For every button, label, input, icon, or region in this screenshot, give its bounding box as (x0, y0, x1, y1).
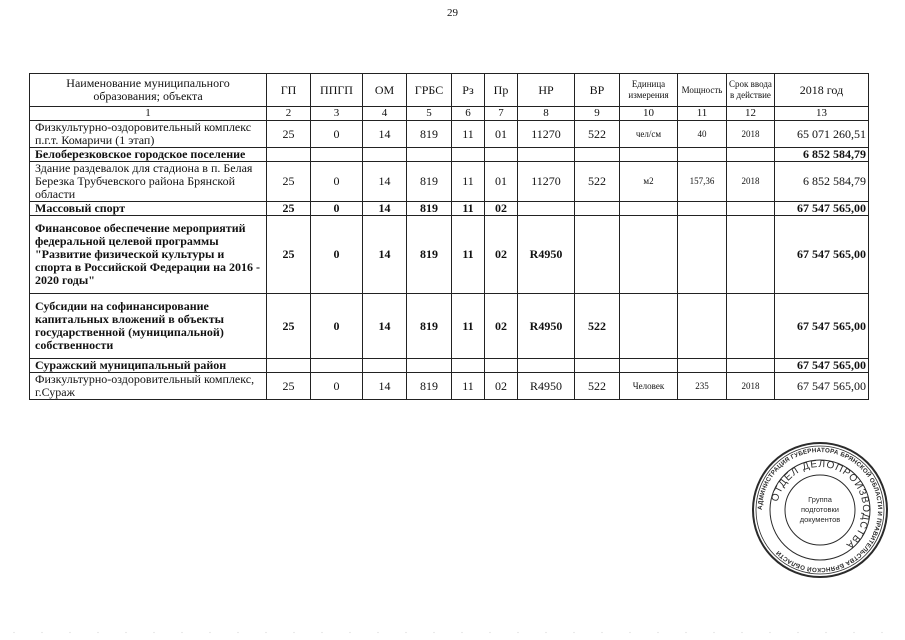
header-rz: Рз (452, 74, 485, 107)
office-stamp (750, 440, 890, 580)
cell-power: 157,36 (678, 162, 727, 202)
header-pr: Пр (485, 74, 518, 107)
cell-ppgp: 0 (311, 202, 363, 216)
cell-nr: R4950 (518, 294, 575, 359)
cell-om (363, 148, 407, 162)
column-number: 1 (30, 107, 267, 121)
cell-gp: 25 (267, 216, 311, 294)
cell-nr (518, 359, 575, 373)
header-om: ОМ (363, 74, 407, 107)
cell-power (678, 359, 727, 373)
cell-ppgp: 0 (311, 373, 363, 400)
cell-power (678, 294, 727, 359)
cell-grbs: 819 (407, 121, 452, 148)
cell-ppgp: 0 (311, 162, 363, 202)
row-name: Физкультурно-оздоровительный комплекс, г.Сураж (30, 373, 267, 400)
cell-unit: м2 (620, 162, 678, 202)
cell-ppgp (311, 148, 363, 162)
cell-gp: 25 (267, 162, 311, 202)
cell-pr: 02 (485, 373, 518, 400)
cell-unit (620, 216, 678, 294)
cell-gp (267, 359, 311, 373)
cell-pr (485, 359, 518, 373)
cell-term (727, 359, 775, 373)
cell-gp: 25 (267, 121, 311, 148)
cell-vr (575, 202, 620, 216)
cell-grbs: 819 (407, 162, 452, 202)
cell-om: 14 (363, 162, 407, 202)
cell-term (727, 148, 775, 162)
cell-rz (452, 148, 485, 162)
cell-unit (620, 294, 678, 359)
cell-vr: 522 (575, 162, 620, 202)
cell-rz (452, 359, 485, 373)
cell-power: 40 (678, 121, 727, 148)
table-row (30, 148, 869, 162)
cell-rz: 11 (452, 162, 485, 202)
cell-rz: 11 (452, 373, 485, 400)
row-name: Физкультурно-оздоровительный комплекс п.г.т. Комаричи (1 этап) (30, 121, 267, 148)
header-term: Срок ввода в действие (727, 74, 775, 107)
row-name: Субсидии на софинансирование капитальных вложений в объекты государственной (муниципальной) собственности (30, 294, 267, 359)
row-name: Суражский муниципальный район (30, 359, 267, 373)
cell-term: 2018 (727, 121, 775, 148)
cell-amount: 6 852 584,79 (775, 162, 869, 202)
cell-nr: R4950 (518, 216, 575, 294)
cell-grbs: 819 (407, 294, 452, 359)
row-name: Массовый спорт (30, 202, 267, 216)
header-ppgp: ППГП (311, 74, 363, 107)
cell-nr (518, 148, 575, 162)
cell-unit (620, 148, 678, 162)
cell-term (727, 294, 775, 359)
stamp-center-line-2: подготовки (801, 505, 839, 514)
column-number: 10 (620, 107, 678, 121)
cell-power (678, 216, 727, 294)
cell-om: 14 (363, 121, 407, 148)
column-number: 11 (678, 107, 727, 121)
stamp-center-line-3: документов (799, 515, 841, 524)
cell-power: 235 (678, 373, 727, 400)
budget-table (29, 73, 869, 400)
cell-unit: Человек (620, 373, 678, 400)
cell-vr: 522 (575, 121, 620, 148)
header-year: 2018 год (775, 74, 869, 107)
cell-ppgp (311, 359, 363, 373)
table-row (30, 216, 869, 294)
cell-om: 14 (363, 202, 407, 216)
cell-vr (575, 216, 620, 294)
cell-amount: 6 852 584,79 (775, 148, 869, 162)
column-number: 5 (407, 107, 452, 121)
row-name: Белоберезковское городское поселение (30, 148, 267, 162)
table-body (30, 121, 869, 400)
cell-grbs: 819 (407, 216, 452, 294)
cell-grbs: 819 (407, 202, 452, 216)
cell-amount: 67 547 565,00 (775, 359, 869, 373)
stamp-inner-text: ОТДЕЛ ДЕЛОПРОИЗВОДСТВА (769, 458, 872, 552)
cell-ppgp: 0 (311, 216, 363, 294)
page-number: 29 (447, 7, 458, 19)
cell-grbs (407, 359, 452, 373)
table-row (30, 121, 869, 148)
cell-rz: 11 (452, 294, 485, 359)
cell-rz: 11 (452, 121, 485, 148)
table-row (30, 162, 869, 202)
cell-ppgp: 0 (311, 294, 363, 359)
cell-nr: 11270 (518, 162, 575, 202)
column-number: 6 (452, 107, 485, 121)
column-number-row (30, 107, 869, 121)
header-nr: НР (518, 74, 575, 107)
cell-vr: 522 (575, 373, 620, 400)
cell-term (727, 216, 775, 294)
cell-nr: 11270 (518, 121, 575, 148)
column-number: 13 (775, 107, 869, 121)
cell-pr: 01 (485, 162, 518, 202)
cell-amount: 67 547 565,00 (775, 294, 869, 359)
cell-term: 2018 (727, 162, 775, 202)
header-gp: ГП (267, 74, 311, 107)
header-vr: ВР (575, 74, 620, 107)
cell-ppgp: 0 (311, 121, 363, 148)
stamp-center-line-1: Группа (808, 495, 832, 504)
cell-pr (485, 148, 518, 162)
header-power: Мощность (678, 74, 727, 107)
cell-amount: 67 547 565,00 (775, 373, 869, 400)
cell-pr: 02 (485, 202, 518, 216)
cell-power (678, 202, 727, 216)
cell-om: 14 (363, 373, 407, 400)
column-number: 9 (575, 107, 620, 121)
cell-rz: 11 (452, 216, 485, 294)
cell-gp: 25 (267, 294, 311, 359)
cell-vr (575, 359, 620, 373)
cell-term: 2018 (727, 373, 775, 400)
column-number: 3 (311, 107, 363, 121)
header-name: Наименование муниципального образования; объекта (30, 74, 267, 107)
row-name: Здание раздевалок для стадиона в п. Белая Березка Трубчевского района Брянской области (30, 162, 267, 202)
column-number: 2 (267, 107, 311, 121)
cell-grbs: 819 (407, 373, 452, 400)
cell-vr: 522 (575, 294, 620, 359)
table-row (30, 373, 869, 400)
table-row (30, 294, 869, 359)
cell-grbs (407, 148, 452, 162)
cell-pr: 01 (485, 121, 518, 148)
cell-nr (518, 202, 575, 216)
cell-amount: 67 547 565,00 (775, 216, 869, 294)
column-number: 4 (363, 107, 407, 121)
cell-om: 14 (363, 294, 407, 359)
cell-om: 14 (363, 216, 407, 294)
cell-pr: 02 (485, 294, 518, 359)
column-number: 7 (485, 107, 518, 121)
cell-gp: 25 (267, 373, 311, 400)
cell-om (363, 359, 407, 373)
table-row (30, 359, 869, 373)
cell-amount: 65 071 260,51 (775, 121, 869, 148)
cell-unit: чел/см (620, 121, 678, 148)
stamp-outer-text: АДМИНИСТРАЦИЯ ГУБЕРНАТОРА БРЯНСКОЙ ОБЛАСТИ И ПРАВИТЕЛЬСТВА БРЯНСКОЙ ОБЛАСТИ (756, 446, 884, 574)
cell-nr: R4950 (518, 373, 575, 400)
cell-unit (620, 202, 678, 216)
header-grbs: ГРБС (407, 74, 452, 107)
cell-power (678, 148, 727, 162)
header-unit: Единица измерения (620, 74, 678, 107)
column-number: 8 (518, 107, 575, 121)
cell-unit (620, 359, 678, 373)
cell-pr: 02 (485, 216, 518, 294)
cell-gp (267, 148, 311, 162)
table-row (30, 202, 869, 216)
cell-gp: 25 (267, 202, 311, 216)
cell-vr (575, 148, 620, 162)
scan-noise (0, 631, 905, 634)
cell-term (727, 202, 775, 216)
cell-rz: 11 (452, 202, 485, 216)
column-number: 12 (727, 107, 775, 121)
header-row (30, 74, 869, 107)
cell-amount: 67 547 565,00 (775, 202, 869, 216)
row-name: Финансовое обеспечение мероприятий федеральной целевой программы "Развитие физической культуры и спорта в Российской Федерации на 2016 - 2020 годы" (30, 216, 267, 294)
